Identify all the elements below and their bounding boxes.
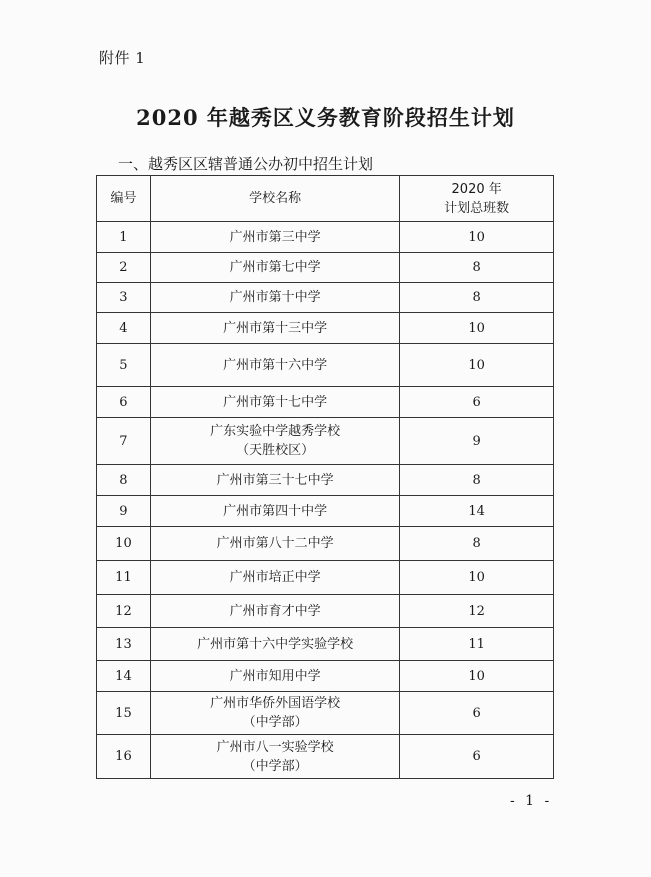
- school-campus-text: （中学部）: [242, 758, 308, 774]
- attachment-label: 附件 1: [99, 49, 146, 67]
- school-name-text: 广州市第十中学: [229, 290, 321, 305]
- row-number: 14: [97, 661, 151, 692]
- row-number: 11: [97, 561, 151, 595]
- row-planned-classes: 8: [400, 253, 554, 283]
- row-planned-classes: 10: [400, 222, 554, 253]
- row-school-name: [150, 344, 399, 387]
- table-row: [97, 692, 554, 735]
- school-name-text: 广州市第十七中学: [223, 394, 328, 410]
- row-planned-classes: 8: [400, 465, 554, 496]
- row-planned-classes: 10: [400, 344, 554, 387]
- header-planned-classes-year: 2020 年: [451, 181, 502, 197]
- row-number: 9: [97, 496, 151, 527]
- table-row: [97, 561, 554, 595]
- table-row: [97, 313, 554, 344]
- row-number: 1: [97, 222, 151, 253]
- row-school-name: [150, 527, 399, 561]
- school-campus-text: （天胜校区）: [236, 443, 315, 458]
- page-number: - 1 -: [510, 793, 553, 809]
- row-planned-classes: 6: [400, 387, 554, 418]
- school-name-text: 广州市第七中学: [229, 260, 321, 275]
- school-name-text: 广州市培正中学: [229, 570, 321, 585]
- table-row: [97, 253, 554, 283]
- table-row: [97, 735, 554, 779]
- document-title: 2020 年越秀区义务教育阶段招生计划: [136, 105, 515, 130]
- school-name-text: 广州市知用中学: [229, 668, 321, 684]
- row-planned-classes: 12: [400, 595, 554, 628]
- row-planned-classes: 6: [400, 692, 554, 735]
- header-number: 编号: [97, 176, 151, 222]
- row-school-name: [150, 628, 399, 661]
- row-school-name: [150, 661, 399, 692]
- table-row: [97, 387, 554, 418]
- row-school-name: [150, 561, 399, 595]
- school-name-text: 广东实验中学越秀学校: [210, 424, 341, 439]
- row-number: 12: [97, 595, 151, 628]
- school-campus-text: （中学部）: [242, 715, 308, 730]
- row-planned-classes: 8: [400, 283, 554, 313]
- row-school-name: [150, 692, 399, 735]
- header-planned-classes: [400, 176, 554, 222]
- row-school-name: [150, 283, 399, 313]
- row-planned-classes: 10: [400, 313, 554, 344]
- row-planned-classes: 10: [400, 561, 554, 595]
- row-number: 3: [97, 283, 151, 313]
- row-school-name: [150, 595, 399, 628]
- table-row: [97, 344, 554, 387]
- table-row: [97, 418, 554, 465]
- table-row: [97, 222, 554, 253]
- table-row: [97, 283, 554, 313]
- row-number: 16: [97, 735, 151, 779]
- row-planned-classes: 10: [400, 661, 554, 692]
- school-name-text: 广州市华侨外国语学校: [210, 696, 341, 711]
- row-number: 8: [97, 465, 151, 496]
- school-name-text: 广州市第三十七中学: [216, 472, 334, 488]
- row-number: 2: [97, 253, 151, 283]
- table-row: [97, 595, 554, 628]
- row-school-name: [150, 387, 399, 418]
- school-name-text: 广州市第三中学: [229, 229, 321, 245]
- row-planned-classes: 9: [400, 418, 554, 465]
- table-header-row: [97, 176, 554, 222]
- table-row: [97, 628, 554, 661]
- school-name-text: 广州市八一实验学校: [216, 739, 334, 755]
- row-school-name: [150, 313, 399, 344]
- school-name-text: 广州市第四十中学: [223, 503, 328, 519]
- header-school-name: 学校名称: [150, 176, 399, 222]
- row-planned-classes: 11: [400, 628, 554, 661]
- section-heading: 一、越秀区区辖普通公办初中招生计划: [118, 155, 374, 173]
- school-name-text: 广州市第十六中学: [223, 357, 328, 373]
- table-row: [97, 496, 554, 527]
- row-number: 10: [97, 527, 151, 561]
- school-name-text: 广州市第十三中学: [223, 320, 328, 336]
- row-number: 15: [97, 692, 151, 735]
- header-planned-classes-label: 计划总班数: [444, 200, 510, 216]
- row-number: 5: [97, 344, 151, 387]
- row-number: 7: [97, 418, 151, 465]
- school-name-text: 广州市育才中学: [229, 603, 321, 619]
- row-school-name: [150, 496, 399, 527]
- table-row: [97, 527, 554, 561]
- row-school-name: [150, 222, 399, 253]
- row-number: 6: [97, 387, 151, 418]
- row-school-name: [150, 465, 399, 496]
- table-row: [97, 465, 554, 496]
- school-name-text: 广州市第十六中学实验学校: [197, 636, 354, 652]
- row-planned-classes: 8: [400, 527, 554, 561]
- row-school-name: [150, 735, 399, 779]
- row-number: 4: [97, 313, 151, 344]
- row-school-name: [150, 253, 399, 283]
- enrollment-plan-table: [96, 175, 554, 779]
- row-planned-classes: 6: [400, 735, 554, 779]
- row-number: 13: [97, 628, 151, 661]
- school-name-text: 广州市第八十二中学: [216, 536, 334, 551]
- row-school-name: [150, 418, 399, 465]
- row-planned-classes: 14: [400, 496, 554, 527]
- table-row: [97, 661, 554, 692]
